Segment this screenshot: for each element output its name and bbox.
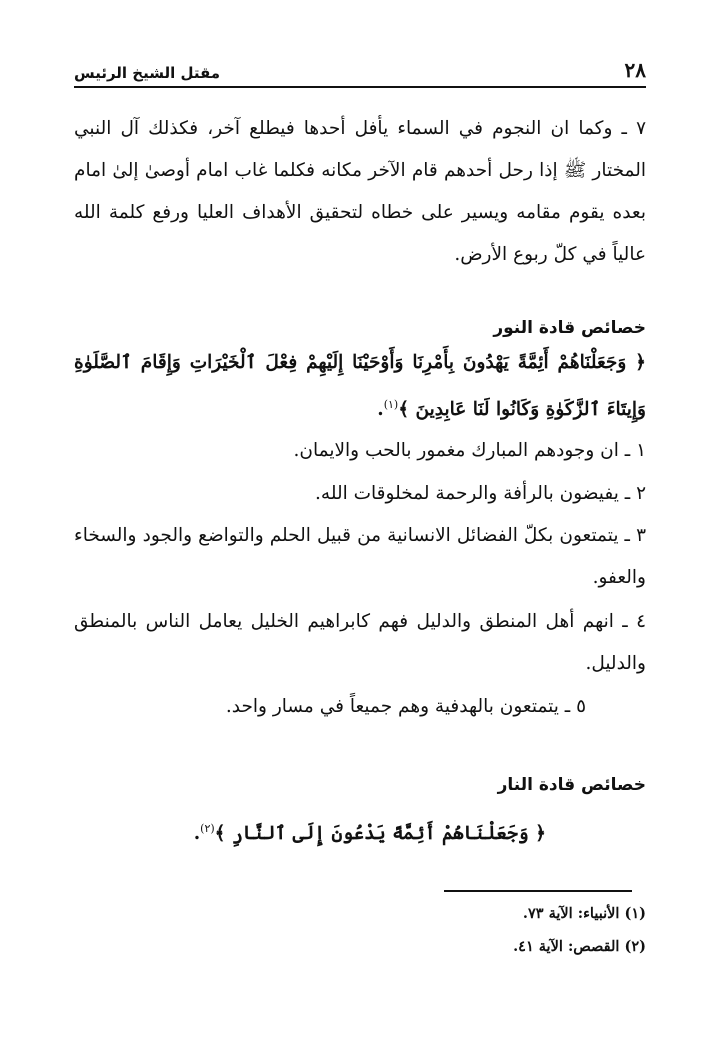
page-number: ٢٨ <box>624 58 646 82</box>
header-divider <box>74 86 646 88</box>
page-header <box>74 56 646 82</box>
heading-light-leaders: خصائص قادة النور <box>493 318 646 338</box>
list-item: ٣ ـ يتمتعون بكلّ الفضائل الانسانية من قبيل الحلم والتواضع والجود والسخاء والعفو. <box>74 525 646 588</box>
footnote-2: (٢) القصص: الآية ٤١. <box>513 938 646 955</box>
paragraph-7: ٧ ـ وكما ان النجوم في السماء يأفل أحدها فيطلع آخر، فكذلك آل النبي المختار ﷺ إذا رحل أحدهم قام الآخر مكانه فكلما غاب امام أوصىٰ إلىٰ امام بعده يقوم مقامه ويسير على خطاه لتحقيق الأهداف العليا ورفع كلمة الله عالياً في كلّ ربوع الأرض. <box>74 118 646 265</box>
verse-fire-text: ﴿ وَجَعَلْنَاهُمْ أَئِمَّةً يَدْعُونَ إِلَى ٱلنَّارِ ﴾ <box>214 823 546 845</box>
list-item: ٤ ـ انهم أهل المنطق والدليل فهم كابراهيم الخليل يعامل الناس بالمنطق والدليل. <box>74 611 646 674</box>
list-item: ٢ ـ يفيضون بالرأفة والرحمة لمخلوقات الله. <box>315 483 646 504</box>
verse-light-text: ﴿ وَجَعَلْنَاهُمْ أَئِمَّةً يَهْدُونَ بِأَمْرِنَا وَأَوْحَيْنَا إِلَيْهِمْ فِعْلَ ٱلْخَيْرَاتِ وَإِقَامَ ٱلصَّلَوٰةِ وَإِيتَاءَ ٱلزَّكَوٰةِ وَكَانُوا لَنَا عَابِدِينَ ﴾ <box>74 352 646 421</box>
running-title: مقتل الشيخ الرئيس <box>74 64 221 82</box>
list-item: ٥ ـ يتمتعون بالهدفية وهم جميعاً في مسار واحد. <box>225 696 586 717</box>
heading-fire-leaders: خصائص قادة النار <box>497 775 646 795</box>
footnote-ref-1: (١) <box>383 398 399 411</box>
verse-light: ﴿ وَجَعَلْنَاهُمْ أَئِمَّةً يَهْدُونَ بِأَمْرِنَا وَأَوْحَيْنَا إِلَيْهِمْ فِعْلَ ٱلْخَيْرَاتِ وَإِقَامَ ٱلصَّلَوٰةِ وَإِيتَاءَ ٱلزَّكَوٰةِ وَكَانُوا لَنَا عَابِدِينَ ﴾$^{(١)}$. <box>74 352 646 421</box>
footnote-ref-2: (٢) <box>200 822 215 835</box>
footnote-divider <box>444 890 632 892</box>
footnote-1: (١) الأنبياء: الآية ٧٣. <box>522 905 646 922</box>
verse-fire: ﴿ وَجَعَلْنَاهُمْ أَئِمَّةً يَدْعُونَ إِلَى ٱلنَّارِ ﴾$^{(٢)}$. <box>193 822 546 845</box>
list-item: ١ ـ ان وجودهم المبارك مغمور بالحب والايمان. <box>293 440 646 461</box>
